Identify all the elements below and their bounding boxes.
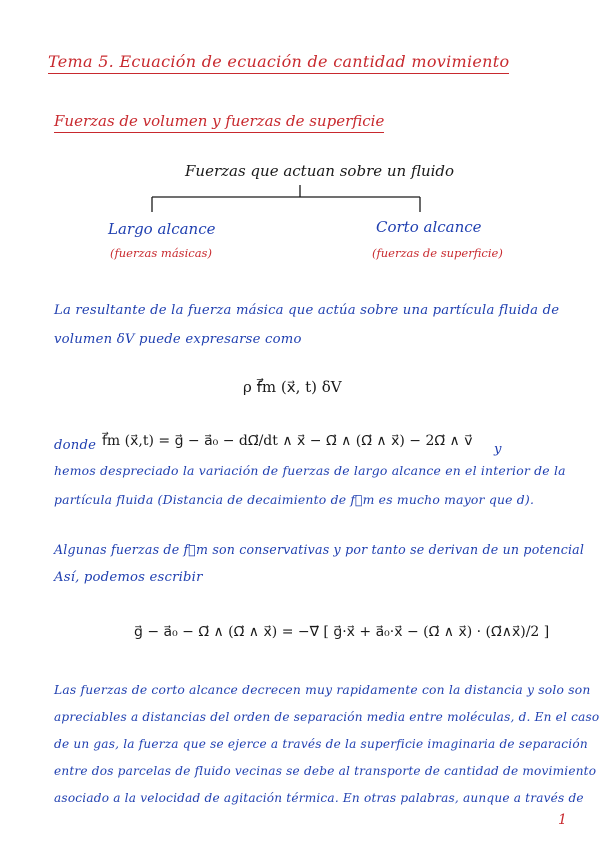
page-title: Tema 5. Ecuación de ecuación de cantidad movimiento xyxy=(48,52,509,74)
para1-line2: volumen δV puede expresarse como xyxy=(54,332,302,347)
para4-line5: asociado a la velocidad de agitación térmica. En otras palabras, aunque a través de xyxy=(54,791,584,805)
diagram-left-label: Largo alcance xyxy=(108,220,216,238)
eq2-prefix: donde xyxy=(54,438,97,453)
para4-line3: de un gas, la fuerza que se ejerce a través de la superficie imaginaria de separación xyxy=(54,737,588,751)
equation-force-mass: ρ f⃗m (x⃗, t) δV xyxy=(243,378,342,396)
para4-line1: Las fuerzas de corto alcance decrecen muy rapidamente con la distancia y solo son xyxy=(54,683,591,697)
eq2-suffix: y xyxy=(494,442,502,457)
diagram-right-label: Corto alcance xyxy=(376,218,482,236)
para4-line4: entre dos parcelas de fluido vecinas se debe al transporte de cantidad de movimiento xyxy=(54,764,597,778)
diagram-left-note: (fuerzas másicas) xyxy=(110,246,212,260)
para3-line1: Algunas fuerzas de f⃗m son conservativas y por tanto se derivan de un potencial xyxy=(54,542,585,557)
section-heading: Fuerzas de volumen y fuerzas de superficie xyxy=(54,112,384,133)
para4-line2: apreciables a distancias del orden de separación media entre moléculas, d. En el caso xyxy=(54,710,600,724)
diagram-right-note: (fuerzas de superficie) xyxy=(372,246,503,260)
para1-line1: La resultante de la fuerza másica que actúa sobre una partícula fluida de xyxy=(54,303,560,318)
equation-fm-definition: f⃗m (x⃗,t) = g⃗ − a⃗₀ − dΩ⃗/dt ∧ x⃗ − Ω⃗ ∧ (Ω⃗ ∧ x⃗) − 2Ω⃗ ∧ v⃗ xyxy=(102,433,473,449)
para2-line1: hemos despreciado la variación de fuerzas de largo alcance en el interior de la xyxy=(54,463,566,478)
page-number: 1 xyxy=(558,812,567,828)
equation-potential: g⃗ − a⃗₀ − Ω⃗ ∧ (Ω⃗ ∧ x⃗) = −∇⃗ [ g⃗·x⃗ + a⃗₀·x⃗ − (Ω⃗ ∧ x⃗) · (Ω⃗∧x⃗)/2 ] xyxy=(134,624,550,640)
para2-line2: partícula fluida (Distancia de decaimiento de f⃗m es mucho mayor que d). xyxy=(54,492,535,507)
para3-line2: Así, podemos escribir xyxy=(54,570,203,585)
forces-tree-diagram xyxy=(0,0,600,300)
diagram-root-label: Fuerzas que actuan sobre un fluido xyxy=(185,162,455,180)
